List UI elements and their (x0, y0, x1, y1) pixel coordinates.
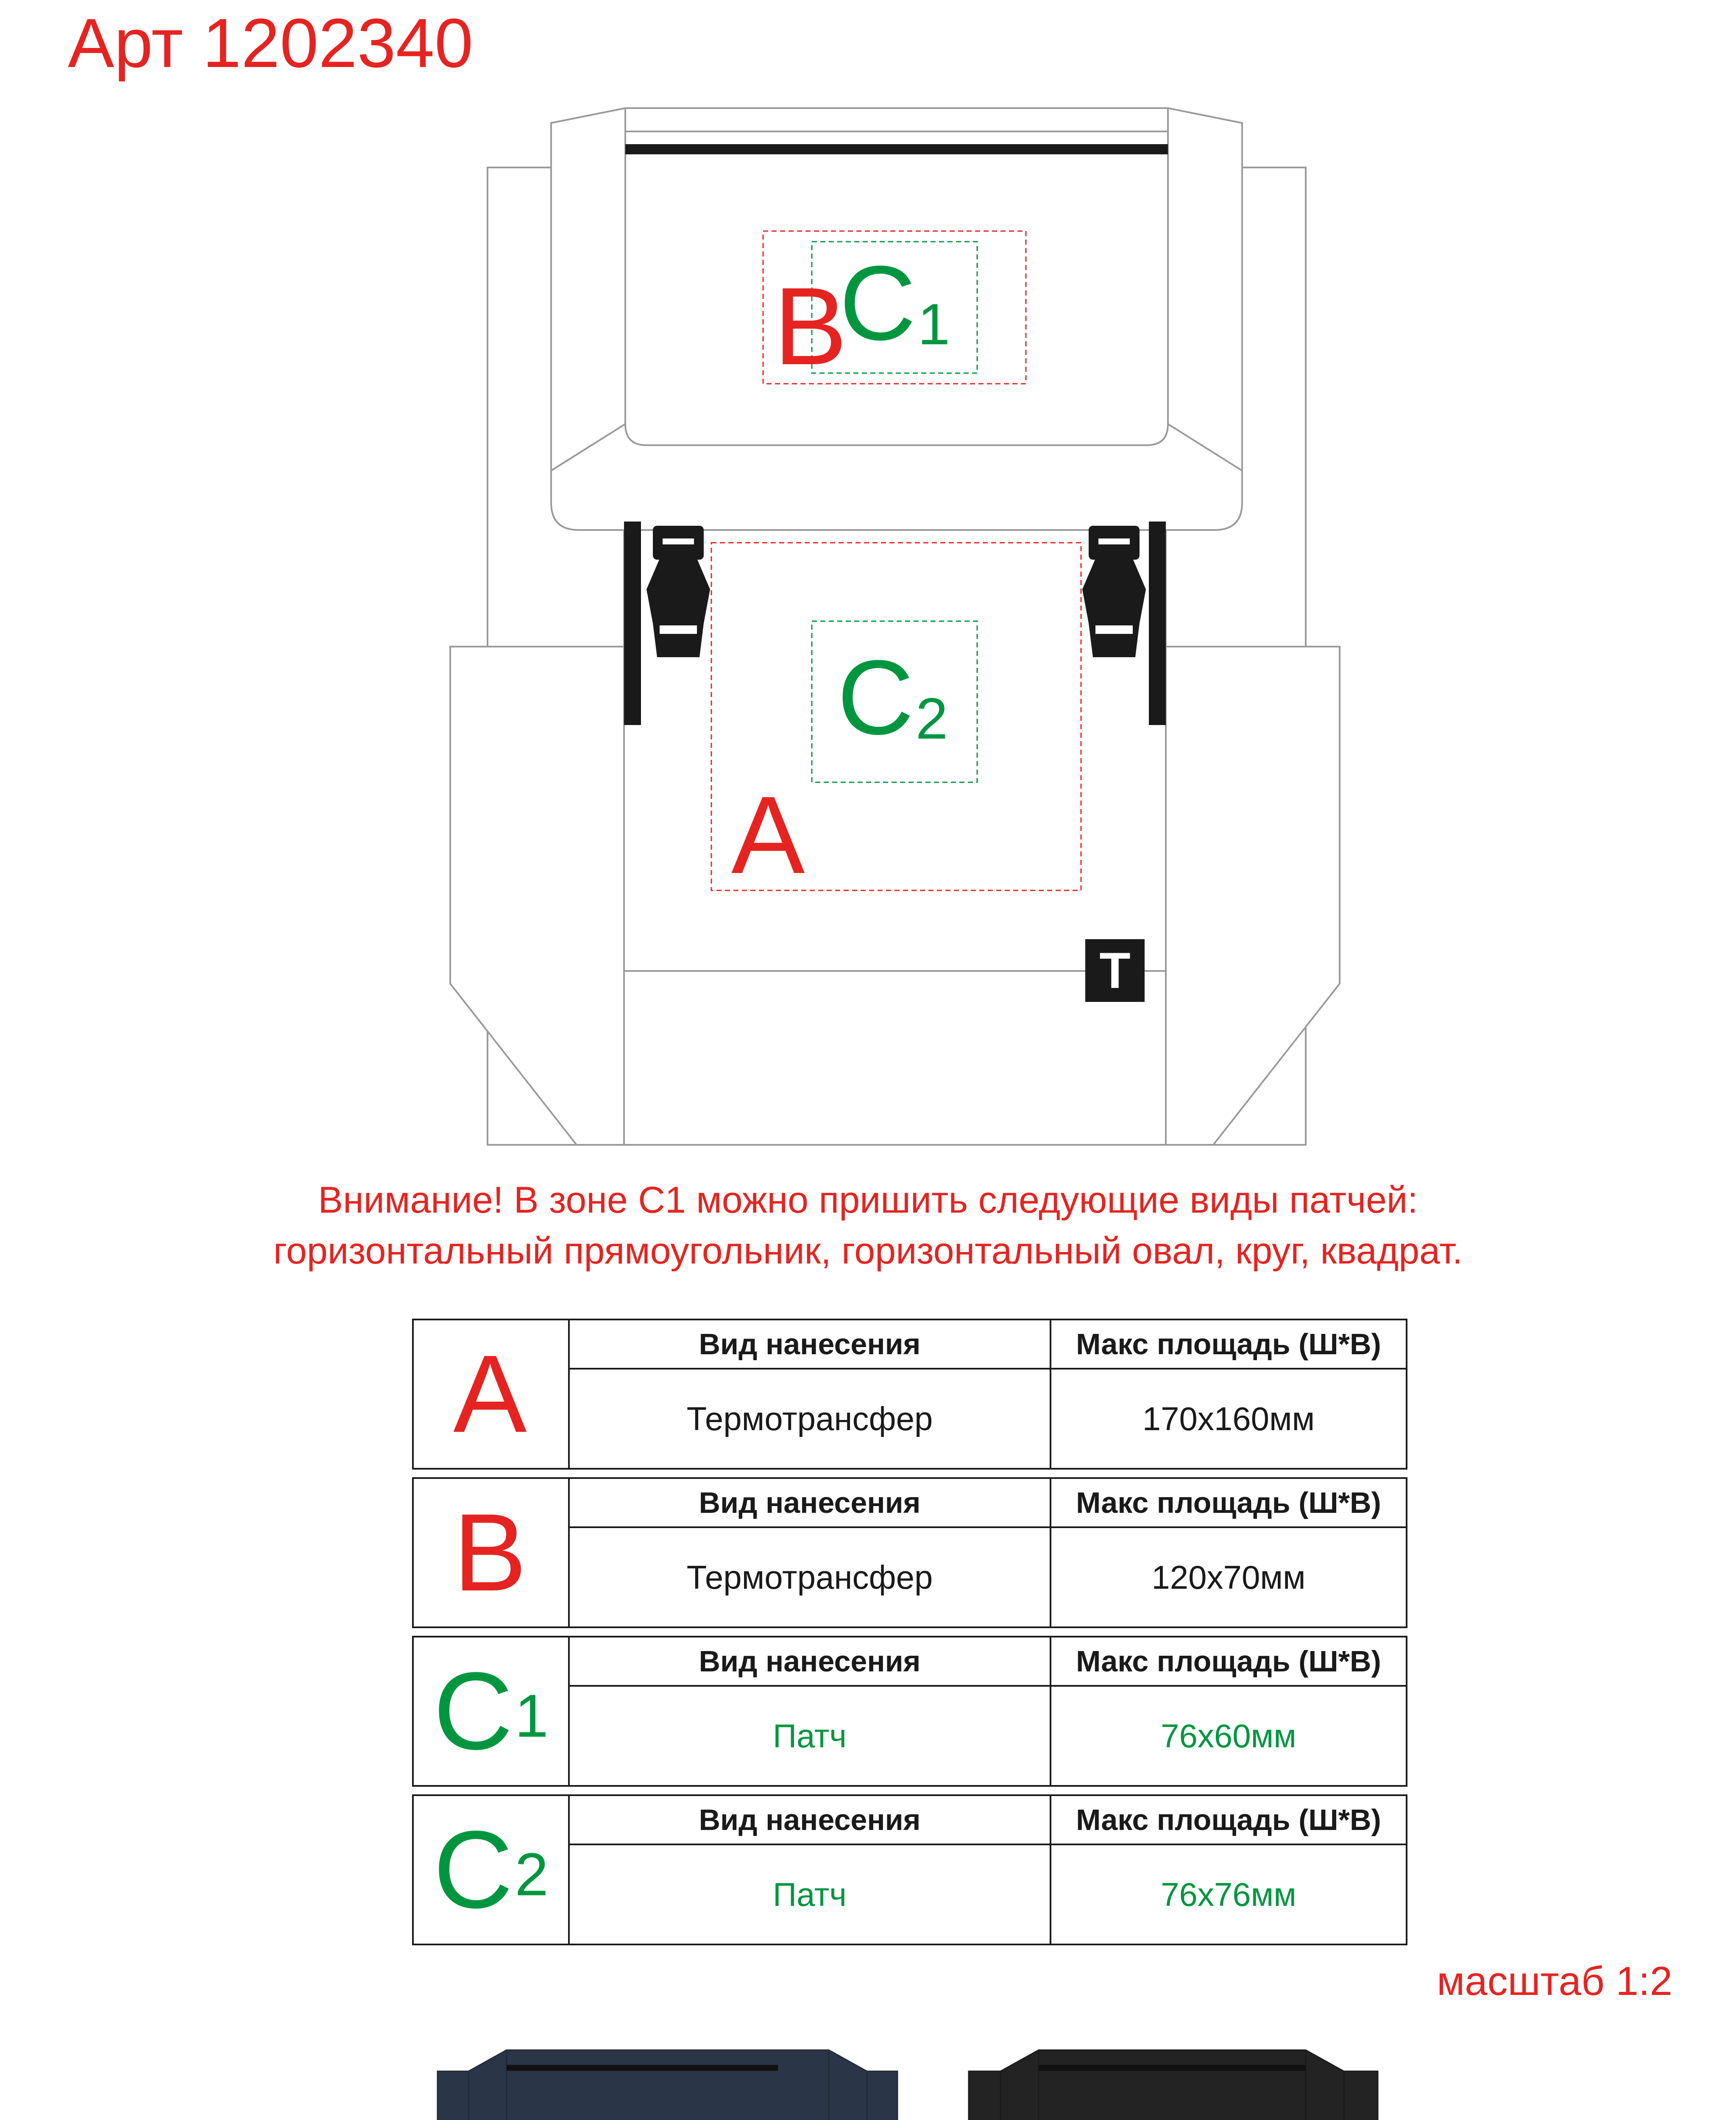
table-zone-c1 (412, 1636, 1407, 1787)
area-value: 120x70мм (1050, 1526, 1407, 1628)
method-value: Термотрансфер (568, 1368, 1051, 1470)
left-strap (624, 522, 641, 725)
method-value: Патч (568, 1685, 1051, 1787)
zone-c1-label: $C_1$ (839, 244, 950, 362)
zone-c2-label: $C_2$ (837, 638, 948, 756)
header-method: Вид нанесения (568, 1477, 1051, 1528)
method-value: Термотрансфер (568, 1526, 1051, 1628)
zone-letter: C $_2$ (412, 1794, 570, 1945)
zone-a-label: A (731, 774, 805, 897)
header-area: Макс площадь (Ш*В) (1050, 1636, 1407, 1687)
header-method: Вид нанесения (568, 1794, 1051, 1845)
header-method: Вид нанесения (568, 1319, 1051, 1370)
zone-letter: C $_1$ (412, 1636, 570, 1787)
notice-line-2: горизонтальный прямоугольник, горизонтальный овал, круг, квадрат. (273, 1230, 1463, 1272)
area-value: 170x160мм (1050, 1368, 1407, 1470)
table-zone-b (412, 1477, 1407, 1628)
article-title: Арт 1202340 (68, 4, 474, 82)
table-zone-a (412, 1319, 1407, 1470)
left-side-pocket (450, 647, 624, 1145)
right-strap (1149, 522, 1166, 725)
area-value: 76x60мм (1050, 1685, 1407, 1787)
header-area: Макс площадь (Ш*В) (1050, 1794, 1407, 1845)
header-area: Макс площадь (Ш*В) (1050, 1319, 1407, 1370)
notice-line-1: Внимание! В зоне С1 можно пришить следующие виды патчей: (318, 1179, 1418, 1221)
method-value: Патч (568, 1844, 1051, 1945)
zone-letter: A (412, 1319, 570, 1470)
variant-navy (420, 2050, 916, 2120)
zipper (625, 144, 1168, 154)
right-side-pocket (1166, 647, 1340, 1145)
zone-b-label: B (774, 265, 847, 388)
table-zone-c2 (412, 1794, 1407, 1945)
scale-label: масштаб 1:2 (1437, 1958, 1672, 2004)
left-buckle (646, 526, 710, 657)
variant-black (950, 2050, 1390, 2120)
logo-letter: T (1099, 942, 1131, 999)
area-value: 76x76мм (1050, 1844, 1407, 1945)
right-buckle (1082, 526, 1146, 657)
zone-letter: B (412, 1477, 570, 1628)
header-area: Макс площадь (Ш*В) (1050, 1477, 1407, 1528)
header-method: Вид нанесения (568, 1636, 1051, 1687)
